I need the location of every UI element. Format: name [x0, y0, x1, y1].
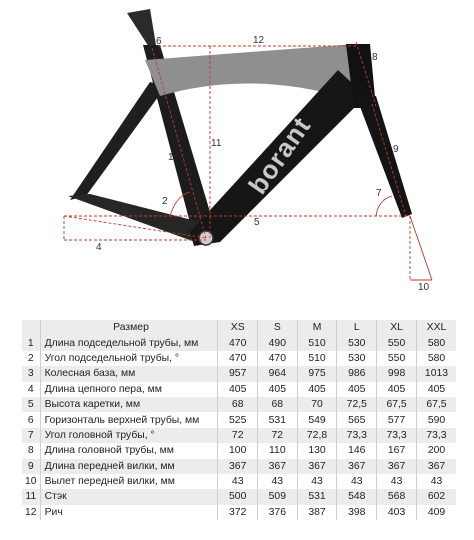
label-1: 1: [168, 152, 174, 163]
row-value: 70: [297, 397, 337, 412]
row-value: 405: [297, 382, 337, 397]
row-value: 405: [218, 382, 258, 397]
row-value: 530: [337, 335, 377, 350]
header-number: [22, 320, 40, 335]
row-value: 500: [218, 489, 258, 504]
header-size-xl: XL: [377, 320, 417, 335]
table-row: [22, 412, 456, 427]
row-number: 3: [22, 366, 40, 381]
row-value: 73,3: [377, 428, 417, 443]
row-value: 590: [416, 412, 456, 427]
row-value: 409: [416, 505, 456, 520]
table-row: [22, 366, 456, 381]
row-number: 12: [22, 505, 40, 520]
table-row: [22, 335, 456, 350]
angle-arc-7: [376, 196, 392, 216]
header-size-xs: XS: [218, 320, 258, 335]
table-row: [22, 474, 456, 489]
table-row: [22, 382, 456, 397]
row-value: 580: [416, 335, 456, 350]
row-parameter: Длина цепного пера, мм: [40, 382, 218, 397]
row-number: 6: [22, 412, 40, 427]
label-5: 5: [254, 217, 260, 228]
row-value: 43: [337, 474, 377, 489]
row-value: 67,5: [377, 397, 417, 412]
header-size-l: L: [337, 320, 377, 335]
row-number: 5: [22, 397, 40, 412]
label-9: 9: [393, 144, 399, 155]
row-value: 550: [377, 351, 417, 366]
row-value: 100: [218, 443, 258, 458]
row-parameter: Рич: [40, 505, 218, 520]
row-value: 470: [218, 335, 258, 350]
label-7: 7: [376, 188, 382, 199]
row-parameter: Угол головной трубы, °: [40, 428, 218, 443]
row-value: 110: [258, 443, 298, 458]
row-value: 986: [337, 366, 377, 381]
row-value: 531: [258, 412, 298, 427]
table-row: [22, 397, 456, 412]
table-row: [22, 351, 456, 366]
row-value: 146: [337, 443, 377, 458]
label-6: 6: [156, 36, 162, 47]
row-value: 1013: [416, 366, 456, 381]
row-value: 531: [297, 489, 337, 504]
seat-stay: [70, 82, 166, 200]
seatpost: [127, 9, 156, 47]
row-value: 72: [218, 428, 258, 443]
row-value: 367: [258, 459, 298, 474]
row-parameter: Длина головной трубы, мм: [40, 443, 218, 458]
row-value: 68: [258, 397, 298, 412]
header-size-m: M: [297, 320, 337, 335]
row-value: 405: [416, 382, 456, 397]
row-value: 580: [416, 351, 456, 366]
row-value: 509: [258, 489, 298, 504]
row-number: 1: [22, 335, 40, 350]
row-value: 372: [218, 505, 258, 520]
row-value: 568: [377, 489, 417, 504]
row-value: 73,3: [337, 428, 377, 443]
row-value: 72,8: [297, 428, 337, 443]
row-number: 9: [22, 459, 40, 474]
row-value: 72: [258, 428, 298, 443]
label-3: 3: [122, 206, 128, 217]
row-value: 367: [377, 459, 417, 474]
geometry-table: [22, 320, 456, 520]
row-value: 510: [297, 335, 337, 350]
row-value: 72,5: [337, 397, 377, 412]
label-10: 10: [418, 282, 430, 293]
row-value: 398: [337, 505, 377, 520]
row-value: 964: [258, 366, 298, 381]
row-value: 67,5: [416, 397, 456, 412]
row-value: 405: [377, 382, 417, 397]
header-size-s: S: [258, 320, 298, 335]
brand-logo-text: borant: [242, 111, 317, 200]
row-value: 550: [377, 335, 417, 350]
row-value: 43: [218, 474, 258, 489]
table-row: [22, 489, 456, 504]
table-row: [22, 428, 456, 443]
header-size-label: Размер: [40, 320, 218, 335]
row-parameter: Длина подседельной трубы, мм: [40, 335, 218, 350]
table-row: [22, 459, 456, 474]
row-value: 957: [218, 366, 258, 381]
row-value: 530: [337, 351, 377, 366]
row-number: 8: [22, 443, 40, 458]
row-number: 11: [22, 489, 40, 504]
row-value: 525: [218, 412, 258, 427]
row-value: 367: [297, 459, 337, 474]
row-value: 565: [337, 412, 377, 427]
table-header-row: [22, 320, 456, 335]
table-row: [22, 443, 456, 458]
row-value: 200: [416, 443, 456, 458]
row-parameter: Стэк: [40, 489, 218, 504]
row-value: 405: [337, 382, 377, 397]
row-value: 367: [337, 459, 377, 474]
row-value: 470: [258, 351, 298, 366]
row-number: 7: [22, 428, 40, 443]
row-parameter: Горизонталь верхней трубы, мм: [40, 412, 218, 427]
row-parameter: Угол подседельной трубы, °: [40, 351, 218, 366]
table-row: [22, 505, 456, 520]
row-value: 43: [377, 474, 417, 489]
header-size-xxl: XXL: [416, 320, 456, 335]
dim-line-10-diag: [410, 216, 432, 280]
label-11: 11: [211, 138, 222, 149]
row-value: 367: [218, 459, 258, 474]
row-value: 367: [416, 459, 456, 474]
row-number: 2: [22, 351, 40, 366]
row-value: 130: [297, 443, 337, 458]
row-value: 602: [416, 489, 456, 504]
row-value: 403: [377, 505, 417, 520]
row-parameter: Колесная база, мм: [40, 366, 218, 381]
row-value: 548: [337, 489, 377, 504]
row-value: 577: [377, 412, 417, 427]
label-12: 12: [253, 35, 265, 46]
row-value: 549: [297, 412, 337, 427]
label-8: 8: [372, 52, 378, 63]
row-parameter: Вылет передней вилки, мм: [40, 474, 218, 489]
row-value: 167: [377, 443, 417, 458]
row-value: 73,3: [416, 428, 456, 443]
row-value: 975: [297, 366, 337, 381]
row-number: 4: [22, 382, 40, 397]
row-parameter: Высота каретки, мм: [40, 397, 218, 412]
row-number: 10: [22, 474, 40, 489]
row-value: 998: [377, 366, 417, 381]
row-value: 470: [218, 351, 258, 366]
row-value: 387: [297, 505, 337, 520]
row-value: 490: [258, 335, 298, 350]
row-value: 43: [416, 474, 456, 489]
row-value: 510: [297, 351, 337, 366]
label-4: 4: [96, 242, 102, 253]
row-value: 68: [218, 397, 258, 412]
row-value: 376: [258, 505, 298, 520]
label-2: 2: [162, 196, 168, 207]
row-value: 43: [297, 474, 337, 489]
row-value: 43: [258, 474, 298, 489]
row-parameter: Длина передней вилки, мм: [40, 459, 218, 474]
row-value: 405: [258, 382, 298, 397]
